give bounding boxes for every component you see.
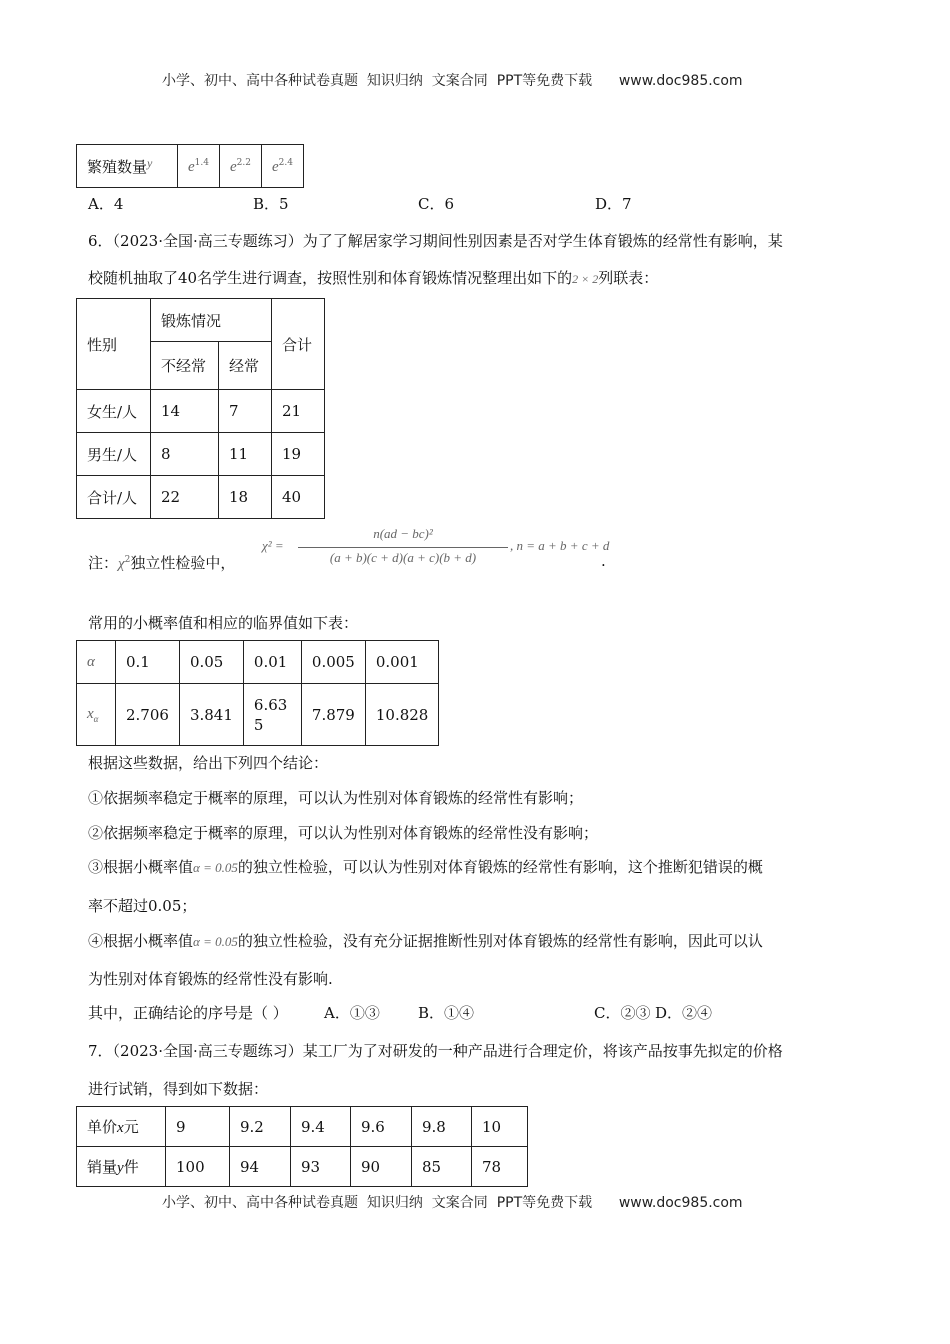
growth-table (76, 144, 304, 188)
sales-row (77, 1147, 528, 1187)
header-gender: 性别 (77, 299, 151, 390)
q7-stem-line1: 7．（2023·全国·高三专题练习）某工厂为了对研发的一种产品进行合理定价，将该产品按事先拟定的价格 (88, 1042, 783, 1060)
row-label: 男生/人 (77, 433, 151, 476)
row-label: 女生/人 (77, 390, 151, 433)
growth-cell (220, 145, 262, 188)
option-b: B．5 (253, 195, 289, 213)
conclusion-intro: 根据这些数据，给出下列四个结论： (88, 754, 329, 772)
chi-square-formula (262, 526, 610, 570)
conclusion-3-cont: 率不超过0.05； (88, 897, 197, 915)
growth-cell (178, 145, 220, 188)
cell: 22 (151, 476, 219, 519)
q6-math: 2 × 2 (572, 272, 599, 286)
c4-text: ④根据小概率值 (88, 932, 194, 950)
cell: 11 (219, 433, 272, 476)
header-total: 合计 (272, 299, 325, 390)
note-line: 注：$\chi^2$独立性检验中， (88, 554, 236, 572)
row-label: 合计/人 (77, 476, 151, 519)
table-row (77, 390, 325, 433)
x-label: x (87, 705, 94, 722)
formula-lhs: χ² = (262, 538, 284, 553)
formula-numerator: n(ad − bc)² (373, 526, 433, 541)
header-not-often: 不经常 (151, 342, 219, 390)
c4-math: α = 0.05 (193, 934, 238, 949)
note-end: . (601, 552, 606, 570)
label-var: y (117, 1160, 124, 1176)
answer-stem: 其中，正确结论的序号是（ ） (88, 1004, 288, 1022)
label-text: 件 (123, 1158, 139, 1176)
critical-intro: 常用的小概率值和相应的临界值如下表： (88, 614, 359, 632)
header-exercise: 锻炼情况 (151, 299, 272, 342)
option-c: C．②③ (594, 1004, 651, 1022)
alpha-value: 0.005 (301, 641, 365, 684)
price-sales-table (76, 1106, 528, 1187)
price-label (77, 1107, 166, 1147)
label-text: 元 (123, 1118, 139, 1136)
table-row (77, 433, 325, 476)
alpha-label: α (77, 641, 116, 684)
c3-text: 的独立性检验，可以认为性别对体育锻炼的经常性有影响，这个推断犯错误的概 (237, 858, 763, 876)
q6-stem-line1: 6．（2023·全国·高三专题练习）为了了解居家学习期间性别因素是否对学生体育锻炼的经常性有影响，某 (88, 232, 783, 250)
formula-denominator: (a + b)(c + d)(a + c)(b + d) (329, 550, 477, 565)
conclusion-3 (88, 856, 763, 877)
cell: 8 (151, 433, 219, 476)
price-cell: 10 (472, 1107, 528, 1147)
critical-value: 2.706 (116, 684, 180, 746)
cell-base: e (188, 158, 195, 175)
cell: 7 (219, 390, 272, 433)
alpha-value: 0.01 (243, 641, 301, 684)
sales-cell: 85 (412, 1147, 472, 1187)
sales-cell: 94 (230, 1147, 291, 1187)
conclusion-2: ②依据频率稳定于概率的原理，可以认为性别对体育锻炼的经常性没有影响； (88, 824, 599, 842)
note-text: 独立性检验中， (130, 554, 236, 572)
cell-exp: 2.2 (236, 157, 251, 168)
contingency-table (76, 298, 325, 519)
cell: 18 (219, 476, 272, 519)
price-cell: 9.4 (291, 1107, 351, 1147)
note-label: 注： (88, 554, 119, 572)
option-b: B．①④ (418, 1004, 475, 1022)
option-c: C．6 (418, 195, 455, 213)
cell: 14 (151, 390, 219, 433)
sales-cell: 90 (351, 1147, 412, 1187)
q6-answer-line (88, 1002, 713, 1023)
label-text: 单价 (87, 1118, 118, 1136)
conclusion-1: ①依据频率稳定于概率的原理，可以认为性别对体育锻炼的经常性有影响； (88, 789, 584, 807)
critical-value: 6.635 (243, 684, 301, 746)
price-cell: 9.8 (412, 1107, 472, 1147)
formula-rhs: , n = a + b + c + d (510, 538, 610, 553)
sales-cell: 100 (166, 1147, 230, 1187)
alpha-row (77, 641, 439, 684)
cell: 40 (272, 476, 325, 519)
alpha-value: 0.001 (365, 641, 439, 684)
chi-symbol: χ (118, 556, 125, 572)
cell: 21 (272, 390, 325, 433)
label-text: 销量 (87, 1158, 118, 1176)
alpha-value: 0.05 (179, 641, 243, 684)
label-var: x (117, 1120, 124, 1136)
cell: 19 (272, 433, 325, 476)
page-footer: 小学、初中、高中各种试卷真题 知识归纳 文案合同 PPT等免费下载 www.doc985.com (162, 1195, 743, 1211)
c4-text: 的独立性检验，没有充分证据推断性别对体育锻炼的经常性有影响，因此可以认 (237, 932, 763, 950)
critical-value: 7.879 (301, 684, 365, 746)
sales-cell: 78 (472, 1147, 528, 1187)
page-header: 小学、初中、高中各种试卷真题 知识归纳 文案合同 PPT等免费下载 www.doc985.com (162, 73, 743, 89)
growth-label-cell (77, 145, 178, 188)
price-cell: 9.6 (351, 1107, 412, 1147)
alpha-value: 0.1 (116, 641, 180, 684)
q6-text: 列联表： (598, 269, 659, 287)
price-cell: 9 (166, 1107, 230, 1147)
x-alpha-label (77, 684, 116, 746)
x-sub: α (93, 713, 99, 724)
sales-label (77, 1147, 166, 1187)
c3-math: α = 0.05 (193, 860, 238, 875)
growth-var: y (147, 155, 153, 170)
growth-label: 繁殖数量 (87, 157, 148, 176)
cell-base: e (230, 158, 237, 175)
q7-stem-line2: 进行试销，得到如下数据： (88, 1080, 269, 1098)
q6-stem-line2 (88, 267, 658, 288)
option-a: A．4 (88, 195, 124, 213)
option-d: D．②④ (655, 1004, 713, 1022)
critical-value: 10.828 (365, 684, 439, 746)
sales-cell: 93 (291, 1147, 351, 1187)
fraction-bar (298, 547, 508, 548)
conclusion-4-cont: 为性别对体育锻炼的经常性没有影响. (88, 970, 333, 988)
growth-cell (262, 145, 304, 188)
critical-value-table (76, 640, 439, 746)
critical-value: 3.841 (179, 684, 243, 746)
price-row (77, 1107, 528, 1147)
option-d: D．7 (595, 195, 632, 213)
price-cell: 9.2 (230, 1107, 291, 1147)
cell-exp: 1.4 (194, 157, 209, 168)
cell-base: e (272, 158, 279, 175)
table-row (77, 476, 325, 519)
c3-text: ③根据小概率值 (88, 858, 194, 876)
header-often: 经常 (219, 342, 272, 390)
q6-text: 校随机抽取了40名学生进行调查，按照性别和体育锻炼情况整理出如下的 (88, 269, 573, 287)
option-a: A．①③ (324, 1004, 380, 1022)
conclusion-4 (88, 930, 763, 951)
cell-exp: 2.4 (278, 157, 293, 168)
critical-row (77, 684, 439, 746)
